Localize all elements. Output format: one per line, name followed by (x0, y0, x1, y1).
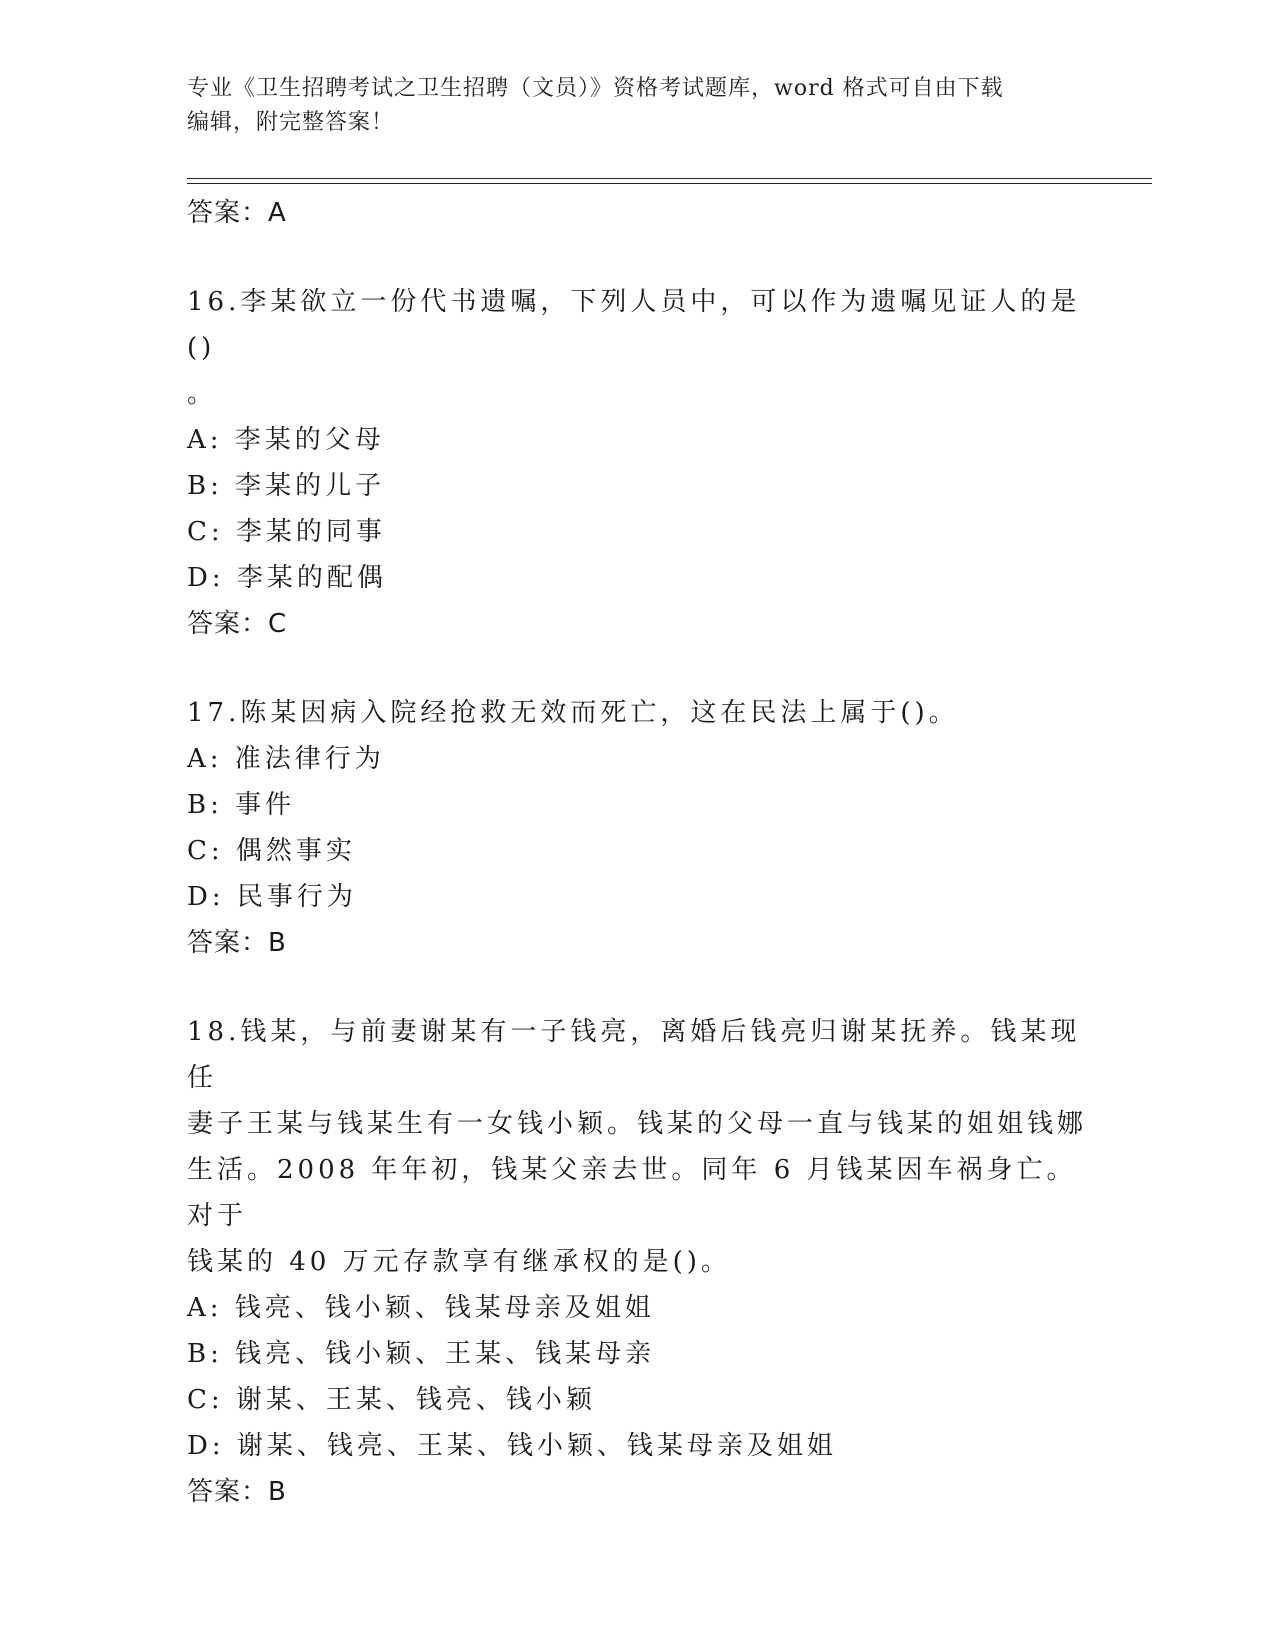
question-16 (187, 279, 1087, 647)
header-divider-top (187, 178, 1152, 179)
option-a: A: 李某的父母 (187, 425, 385, 455)
question-text: 16.李某欲立一份代书遗嘱，下列人员中，可以作为遗嘱见证人的是() (187, 287, 1081, 363)
question-18 (187, 1009, 1087, 1515)
option-a: A: 钱亮、钱小颖、钱某母亲及姐姐 (187, 1293, 655, 1323)
question-text-line: 生活。2008 年年初，钱某父亲去世。同年 6 月钱某因车祸身亡。对于 (187, 1155, 1077, 1231)
option-c: C: 偶然事实 (187, 836, 356, 866)
question-text-line: 钱某的 40 万元存款享有继承权的是()。 (187, 1247, 731, 1277)
answer-line: 答案：C (187, 609, 288, 639)
question-text-line: 18.钱某，与前妻谢某有一子钱亮，离婚后钱亮归谢某抚养。钱某现任 (187, 1017, 1081, 1093)
option-d: D: 民事行为 (187, 882, 357, 912)
option-b: B: 事件 (187, 790, 296, 820)
option-b: B: 钱亮、钱小颖、王某、钱某母亲 (187, 1339, 656, 1369)
question-text-continuation: 。 (187, 379, 218, 409)
answer-line: 答案：A (187, 198, 287, 228)
question-text: 17.陈某因病入院经抢救无效而死亡，这在民法上属于()。 (187, 698, 959, 728)
question-17 (187, 690, 1087, 966)
header-line-1: 专业《卫生招聘考试之卫生招聘（文员）》资格考试题库，word 格式可自由下载 (187, 76, 1004, 101)
option-c: C: 谢某、王某、钱亮、钱小颖 (187, 1385, 596, 1415)
answer-line: 答案：B (187, 928, 287, 958)
document-body (187, 190, 1087, 1515)
document-header (187, 72, 1087, 140)
option-d: D: 李某的配偶 (187, 563, 387, 593)
header-divider-bottom (187, 183, 1152, 184)
option-d: D: 谢某、钱亮、王某、钱小颖、钱某母亲及姐姐 (187, 1431, 837, 1461)
header-line-2: 编辑，附完整答案！ (187, 110, 395, 135)
answer-line: 答案：B (187, 1477, 287, 1507)
question-text-line: 妻子王某与钱某生有一女钱小颖。钱某的父母一直与钱某的姐姐钱娜 (187, 1109, 1088, 1139)
option-b: B: 李某的儿子 (187, 471, 386, 501)
option-c: C: 李某的同事 (187, 517, 386, 547)
option-a: A: 准法律行为 (187, 744, 385, 774)
